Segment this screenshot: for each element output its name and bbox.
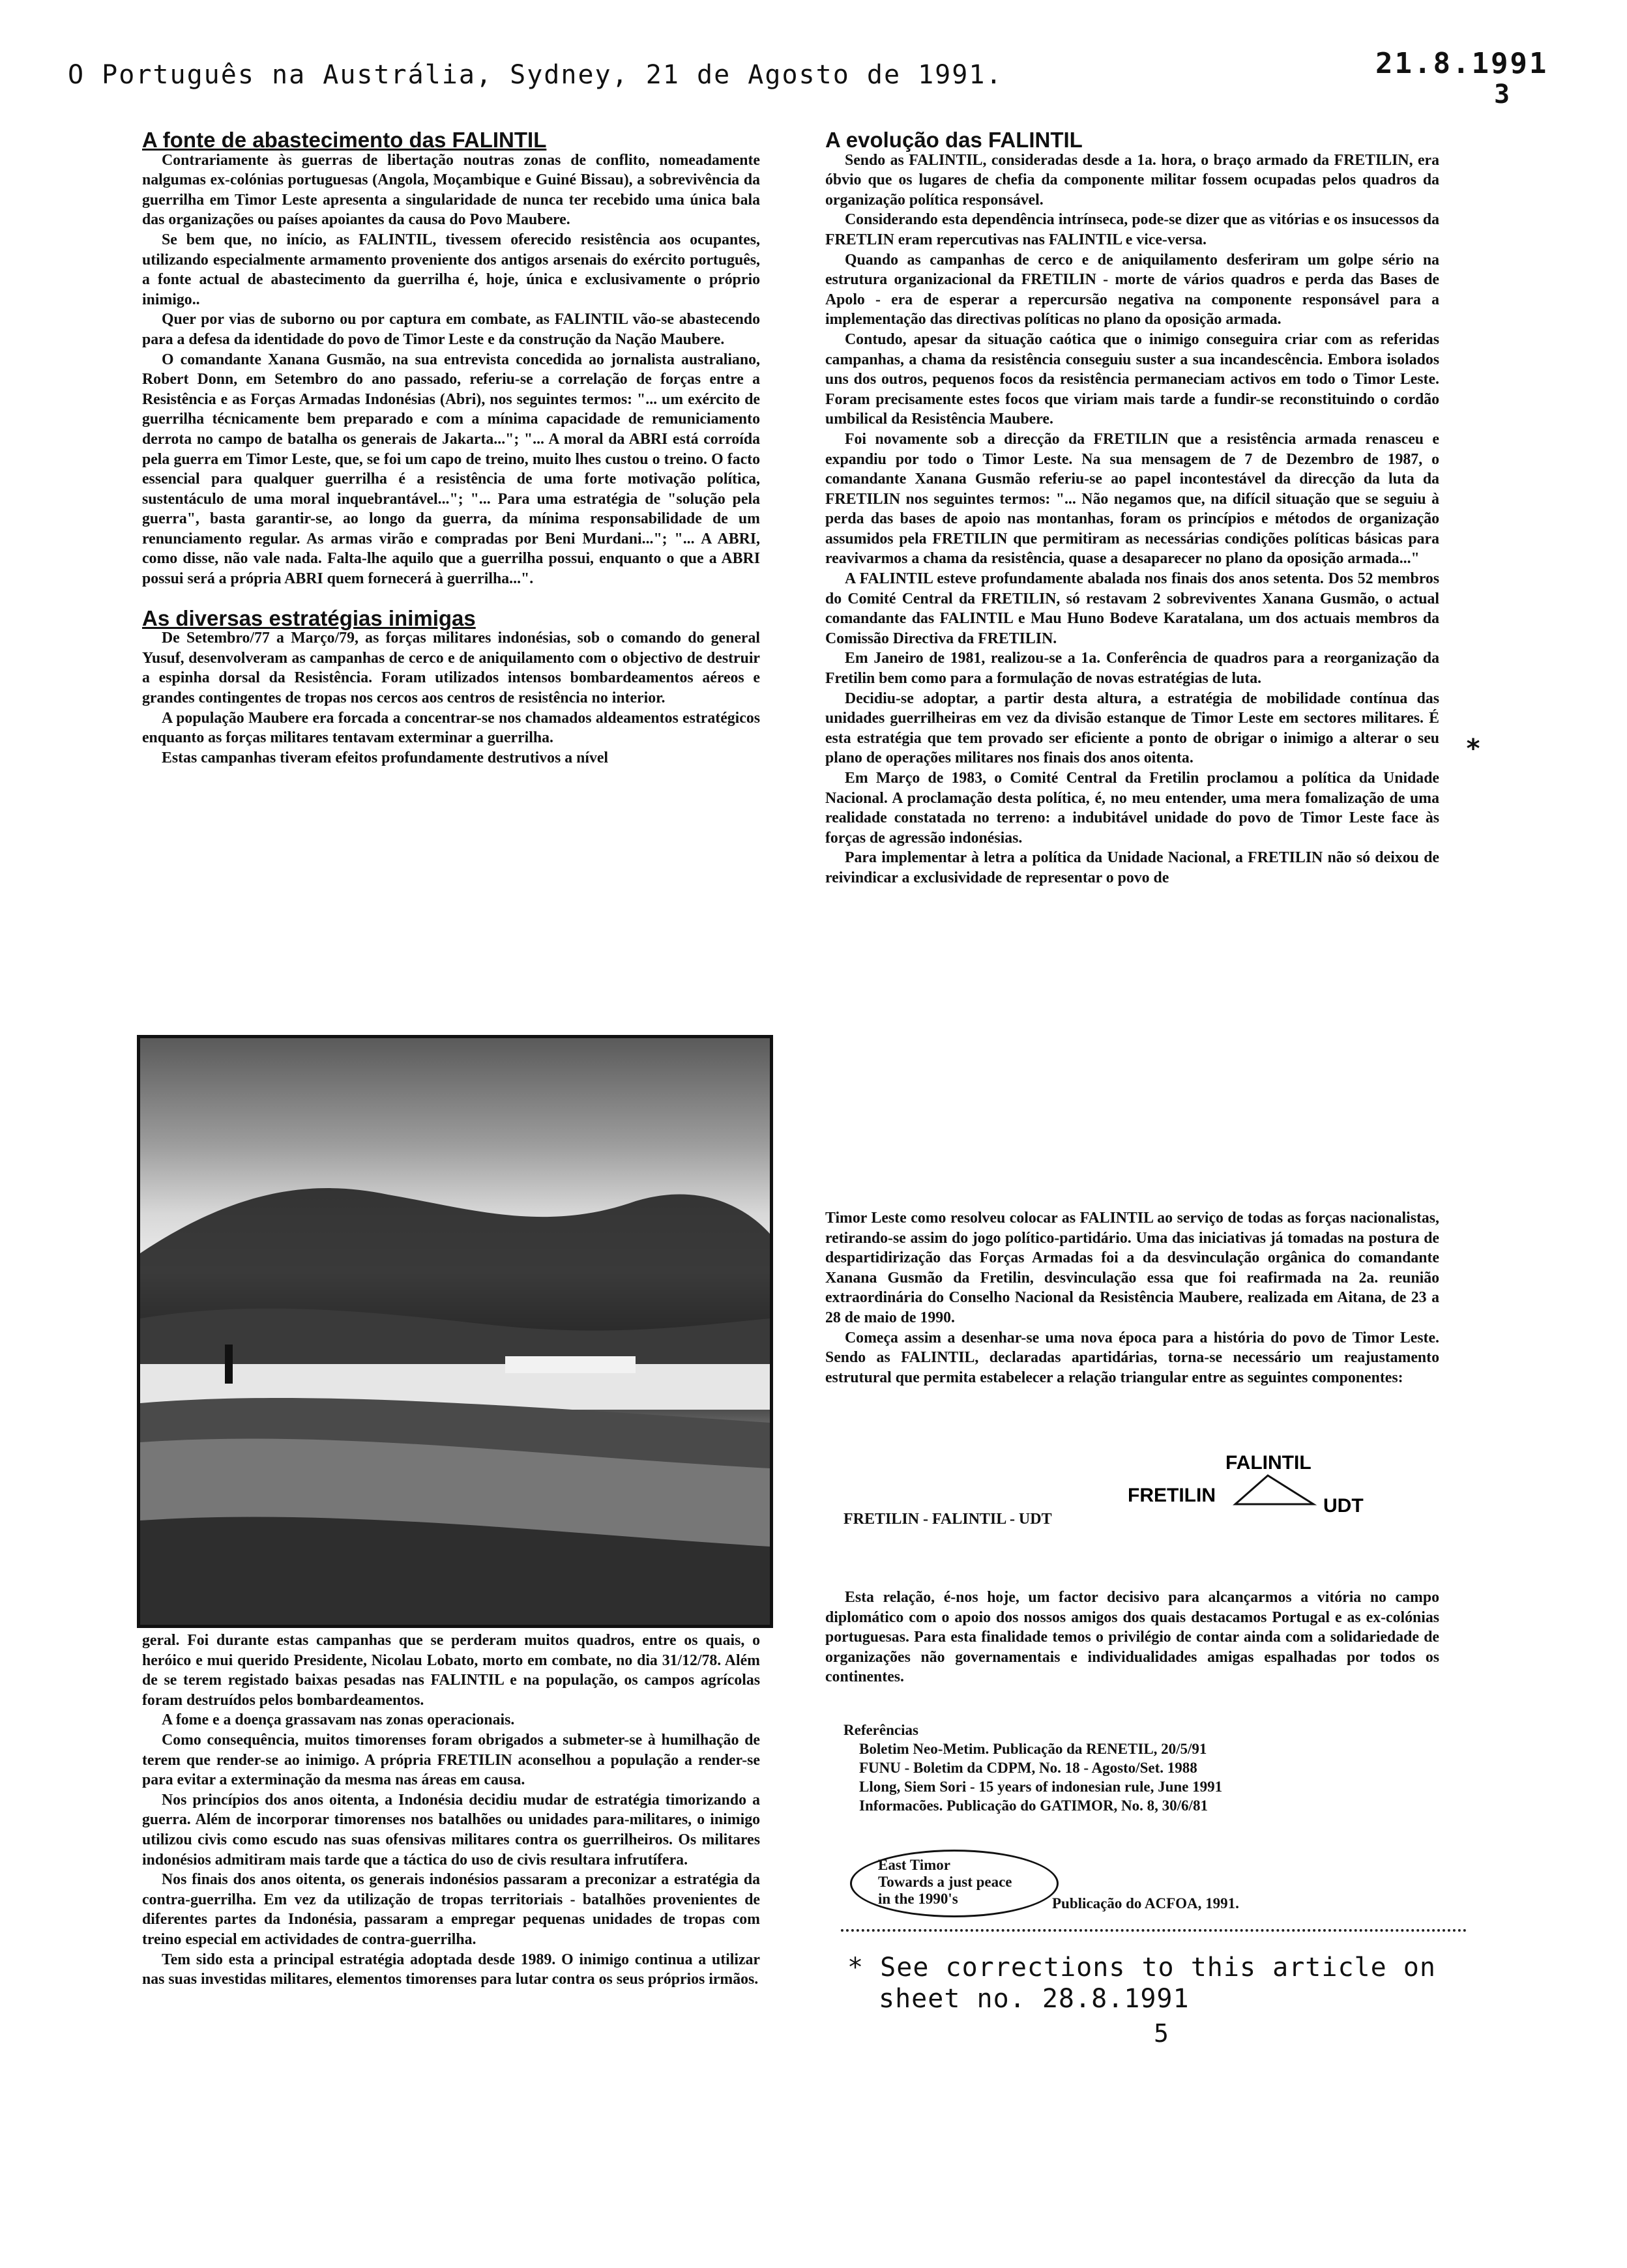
stamp-line: East Timor bbox=[878, 1857, 950, 1873]
left-column-top bbox=[142, 130, 760, 768]
diagram-label-udt: UDT bbox=[1323, 1495, 1364, 1515]
paragraph: Se bem que, no início, as FALINTIL, tivessem oferecido resistência aos ocupantes, utilizando especialmente armamento proveniente dos antigos arsenais do exército português, a fonte actual de abastecimento da guerrilha é, hoje, única e exclusivamente o próprio inimigo.. bbox=[142, 231, 760, 308]
stamp-line: Towards a just peace bbox=[878, 1874, 1012, 1890]
paragraph: Considerando esta dependência intrínseca, pode-se dizer que as vitórias e os insucessos da FRETLIN eram repercutivas nas FALINTIL e vice-versa. bbox=[825, 211, 1439, 248]
left-column-bottom bbox=[142, 1631, 760, 1990]
diagram-label-falintil: FALINTIL bbox=[1225, 1452, 1312, 1474]
paragraph: A fome e a doença grassavam nas zonas operacionais. bbox=[162, 1711, 515, 1729]
asterisk-marker: * bbox=[1465, 734, 1482, 764]
separator-rule bbox=[841, 1929, 1467, 1932]
paragraph: O comandante Xanana Gusmão, na sua entrevista concedida ao jornalista australiano, Robert Donn, em Setembro do ano passado, referiu-se a correlação de forças entre a Resistência e as Forças Armadas Indonésias (Abri), nos seguintes termos: "... um exército de guerrilha técnicamente bem preparado e com a mínima capacidade de remuniciamento derrota no campo de batalha os generais de Jakarta..."; "... A moral da ABRI está corroída pela guerra em Timor Leste, que, se foi um capo de treino, muito lhes custou o treino. O facto essencial para qualquer guerrilha é a resistência de uma forte motivação política, sustentáculo de uma moral inquebrantável..."; "... Para uma estratégia de "solução pela guerra", basta garantir-se, ao longo da guerra, da mínima responsabilidade de um renunciamento regular. As armas virão e compradas por Beni Murdani..."; "... A ABRI, como disse, não vale nada. Falta-lhe aquilo que a guerrilha possui, enquanto o que a ABRI possui será a própria ABRI quem fornecerá à guerrilha...". bbox=[142, 351, 760, 588]
diagram-label-fretilin: FRETILIN bbox=[1128, 1485, 1216, 1506]
archive-date: 21.8.1991 bbox=[1375, 47, 1549, 80]
paragraph: Como consequência, muitos timorenses foram obrigados a submeter-se à humilhação de terem que render-se ao inimigo. A própria FRETILIN aconselhou a população a render-se para evitar a exterminação da mesma nas áreas em causa. bbox=[142, 1731, 760, 1789]
paragraph: Timor Leste como resolveu colocar as FALINTIL ao serviço de todas as forças nacionalistas, retirando-se assim do jogo político-partidário. Uma das iniciativas já tomadas na postura de despartidirização das Forças Armadas foi a da desvinculação orgânica do comandante Xanana Gusmão da Fretilin, desvinculação essa que foi reafirmada na 2a. reunião extraordinária do Conselho Nacional da Resistência Maubere, realizada em Aitana, de 23 a 28 de maio de 1990. bbox=[825, 1210, 1439, 1326]
paragraph: Nos finais dos anos oitenta, os generais indonésios passaram a preconizar a estratégia da contra-guerrilha. Em vez da utilização de tropas territoriais - batalhões provenientes de diferentes partes da Indonésia, passaram a empregar pequenas unidades de tropas com treino especial em actividades de contra-guerrilha. bbox=[142, 1871, 760, 1948]
paragraph: De Setembro/77 a Março/79, as forças militares indonésias, sob o comando do general Yusuf, desenvolveram as campanhas de cerco e de aniquilamento com o objectivo de destruir a espinha dorsal da Resistência. Foram utilizados intensos bombardeamentos aéreos e grandes contingentes de tropas nos cercos aos centros de resistência no interior. bbox=[142, 630, 760, 707]
paragraph: Em Janeiro de 1981, realizou-se a 1a. Conferência de quadros para a reorganização da Fretilin bem como para a formulação de novas estratégias de luta. bbox=[825, 650, 1439, 688]
paragraph: A FALINTIL esteve profundamente abalada nos finais dos anos setenta. Dos 52 membros do Comité Central da FRETILIN, só restavam 2 sobreviventes Xanana Gusmão, o actual comandante das FALINTIL e Mau Huno Bodeve Karatalana, um dos actuais membros da Comissão Directiva da FRETILIN. bbox=[825, 570, 1439, 647]
references bbox=[843, 1721, 1378, 1912]
coastline-photo bbox=[137, 1035, 773, 1628]
right-column-continued bbox=[825, 1208, 1439, 1388]
paragraph: Para implementar à letra a política da Unidade Nacional, a FRETILIN não só deixou de reivindicar a exclusividade de representar o povo de bbox=[825, 849, 1439, 886]
right-column-closing bbox=[825, 1588, 1439, 1687]
paragraph: A população Maubere era forcada a concentrar-se nos chamados aldeamentos estratégicos enquanto as forças militares tentavam exterminar a guerrilha. bbox=[142, 709, 760, 747]
photo-illustration bbox=[140, 1038, 770, 1625]
reference-item: Boletim Neo-Metim. Publicação da RENETIL, 20/5/91 bbox=[859, 1741, 1207, 1757]
paragraph: Esta relação, é-nos hoje, um factor decisivo para alcançarmos a vitória no campo diplomático com o apoio dos nossos amigos dos quais destacamos Portugal e as ex-colónias portuguesas. Para esta finalidade temos o privilégio de contar ainda com a solidariedade de organizações não governamentais e individualidades amigas espalhadas por todos os continentes. bbox=[825, 1589, 1439, 1686]
paragraph: geral. Foi durante estas campanhas que se perderam muitos quadros, entre os quais, o heróico e mui querido Presidente, Nicolau Lobato, morto em combate, no dia 31/12/78. Além de se terem registado baixas pesadas nas FALINTIL e na população, os campos agrícolas foram destruídos pelos bombardeamentos. bbox=[142, 1632, 760, 1709]
correction-line: sheet no. 28.8.1991 bbox=[879, 1984, 1190, 2014]
paragraph: Tem sido esta a principal estratégia adoptada desde 1989. O inimigo continua a utilizar nas suas investidas militares, elementos timorenses para lutar contra os seus próprios irmãos. bbox=[142, 1951, 760, 1988]
heading-evolucao-falintil: A evolução das FALINTIL bbox=[825, 128, 1083, 152]
page-number: 3 bbox=[1494, 80, 1510, 109]
relationship-equation: FRETILIN - FALINTIL - UDT bbox=[843, 1511, 1052, 1528]
paragraph: Começa assim a desenhar-se uma nova época para a história do povo de Timor Leste. Sendo as FALINTIL, declaradas apartidárias, torna-se necessário um reajustamento estrutural que permita estabelecer a relação triangular entre as seguintes componentes: bbox=[825, 1329, 1439, 1386]
sheet-number: 5 bbox=[1154, 2019, 1169, 2048]
heading-estrategias-inimigas: As diversas estratégias inimigas bbox=[142, 605, 476, 630]
paragraph: Sendo as FALINTIL, consideradas desde a 1a. hora, o braço armado da FRETILIN, era óbvio que os lugares de chefia da componente militar fossem ocupadas pelos quadros da organização política responsável. bbox=[825, 151, 1439, 209]
paragraph: Nos princípios dos anos oitenta, a Indonésia decidiu mudar de estratégia timorizando a guerra. Além de incorporar timorenses nos batalhões ou unidades para-militares, o inimigo utilizou civis como escudo nas suas ofensivas militares contra os guerrilheiros. Os militares indonésios admitiram mais tarde que a táctica do uso de civis resultara infrutífera. bbox=[142, 1791, 760, 1868]
paragraph: Foi novamente sob a direcção da FRETILIN que a resistência armada renasceu e expandiu por todo o Timor Leste. Na sua mensagem de 7 de Dezembro de 1987, o comandante Xanana Gusmão referiu-se ao papel incontestável da direcção da luta da FRETILIN nos seguintes termos: "... Não negamos que, na difícil situação que se seguiu à perda das bases de apoio nas montanhas, foram os princípios e métodos de organização assumidos pela FRETILIN que permitiram as necessárias condições políticas básicas para reavivarmos a chama da resistência, quase a desaparecer no plano da oposição armada..." bbox=[825, 430, 1439, 568]
triangle-diagram bbox=[1128, 1449, 1441, 1515]
stamp-line: in the 1990's bbox=[878, 1891, 958, 1907]
reference-item: Llong, Siem Sori - 15 years of indonesian rule, June 1991 bbox=[859, 1779, 1223, 1795]
paragraph: Quer por vias de suborno ou por captura em combate, as FALINTIL vão-se abastecendo para a defesa da identidade do povo de Timor Leste e da construção da Nação Maubere. bbox=[142, 311, 760, 348]
paragraph: Contrariamente às guerras de libertação noutras zonas de conflito, nomeadamente nalgumas ex-colónias portuguesas (Angola, Moçambique e Guiné Bissau), a sobrevivência da guerrilha em Timor Leste apresenta a singularidade de nunca ter recebido uma única bala das organizações ou países apoiantes da causa do Povo Maubere. bbox=[142, 151, 760, 229]
paragraph: Em Março de 1983, o Comité Central da Fretilin proclamou a política da Unidade Nacional. A proclamação desta política, é, no meu entender, uma mera fomalização de uma realidade constatada no terreno: a indubitável unidade do povo de Timor Leste face às forças de agressão indonésias. bbox=[825, 770, 1439, 847]
correction-note bbox=[847, 1952, 1436, 2014]
paragraph: Quando as campanhas de cerco e de aniquilamento desferiram um golpe sério na estrutura organizacional da FRETILIN - morte de vários quadros e perda das Bases de Apolo - era de esperar a repercursão negativa na componente responsável para a implementação das directivas políticas no plano da oposição armada. bbox=[825, 251, 1439, 328]
publication-header: O Português na Austrália, Sydney, 21 de Agosto de 1991. bbox=[68, 60, 1003, 90]
circled-reference bbox=[850, 1850, 1059, 1917]
paragraph: Contudo, apesar da situação caótica que o inimigo conseguira criar com as referidas campanhas, a chama da resistência conseguiu suster a sua incandescência. Embora isolados uns dos outros, pequenos focos da resistência permaneciam activos em todo o Timor Leste. Foram precisamente estes focos que viriam mais tarde a fundir-se reconstituindo o cordão umbilical da Resistência Maubere. bbox=[825, 330, 1439, 428]
paragraph: Estas campanhas tiveram efeitos profundamente destrutivos a nível bbox=[162, 749, 609, 766]
heading-fonte-abastecimento: A fonte de abastecimento das FALINTIL bbox=[142, 128, 547, 152]
references-title: Referências bbox=[843, 1722, 918, 1738]
correction-line: * See corrections to this article on bbox=[847, 1953, 1436, 1983]
publisher-line: Publicação do ACFOA, 1991. bbox=[1052, 1895, 1239, 1912]
right-column bbox=[825, 130, 1439, 888]
diagram-triangle bbox=[1235, 1476, 1313, 1504]
reference-item: Informacões. Publicação do GATIMOR, No. 8, 30/6/81 bbox=[859, 1797, 1208, 1814]
paragraph: Decidiu-se adoptar, a partir desta altura, a estratégia de mobilidade contínua das unidades guerrilheiras em vez da divisão estanque de Timor Leste em sectores militares. É esta estratégia que tem provado ser eficiente a ponto de obrigar o inimigo a alterar o seu plano de operações militares nos finais dos anos oitenta. bbox=[825, 690, 1439, 767]
reference-item: FUNU - Boletim da CDPM, No. 18 - Agosto/Set. 1988 bbox=[859, 1760, 1197, 1776]
